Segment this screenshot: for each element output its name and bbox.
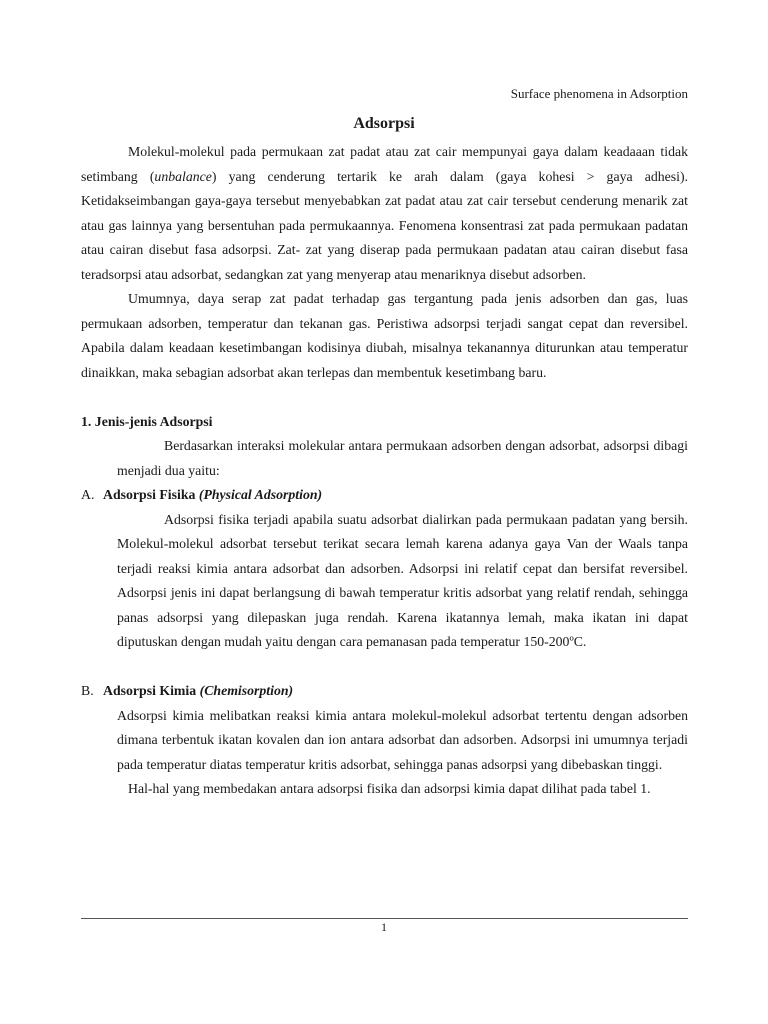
section-b-title: Adsorpsi Kimia <box>103 683 197 698</box>
section-a-marker: A. <box>81 487 95 502</box>
section-a-title-italic: (Physical Adsorption) <box>198 487 323 502</box>
footer-rule <box>81 918 688 919</box>
section-a-heading <box>81 483 688 508</box>
section-a-title: Adsorpsi Fisika <box>103 487 196 502</box>
intro-p1-after: ) yang cenderung tertarik ke arah dalam (gaya kohesi > gaya adhesi). Ketidakseimbangan gaya-gaya tersebut menyebabkan zat padat atau zat cair tersebut cenderung menarik zat atau gas lainnya yang bersentuhan pada permukaannya. Fenomena konsentrasi zat pada permukaan padatan atau cairan disebut fasa adsorpsi. Zat- zat yang diserap pada permukaan padatan atau cairan disebut fasa teradsorpsi atau adsorbat, sedangkan zat yang menyerap atau menariknya disebut adsorben. <box>81 168 688 282</box>
section-1-intro: Berdasarkan interaksi molekular antara permukaan adsorben dengan adsorbat, adsorpsi dibagi menjadi dua yaitu: <box>117 438 688 478</box>
intro-p1-italic: unbalance <box>154 168 212 184</box>
section-b-heading <box>81 679 688 704</box>
section-b-closing-text: Hal-hal yang membedakan antara adsorpsi fisika dan adsorpsi kimia dapat dilihat pada tabel 1. <box>128 781 651 796</box>
section-b-title-italic: (Chemisorption) <box>199 683 294 698</box>
running-header: Surface phenomena in Adsorption <box>510 86 688 101</box>
document-body <box>81 140 688 802</box>
section-a-body: Adsorpsi fisika terjadi apabila suatu adsorbat dialirkan pada permukaan padatan yang bersih. Molekul-molekul adsorbat tersebut terikat secara lemah karena adanya gaya Van der Waals tanpa terjadi reaksi kimia antara adsorbat dan adsorben. Adsorpsi ini relatif cepat dan bersifat reversibel. Adsorpsi jenis ini dapat berlangsung di bawah temperatur kritis adsorbat yang relatif rendah, sehingga panas adsorpsi yang dilepaskan juga rendah. Karena ikatannya lemah, maka ikatan ini dapat diputuskan dengan mudah yaitu dengan cara pemanasan pada temperatur 150-200ºC. <box>117 511 688 649</box>
page-number: 1 <box>381 920 387 934</box>
intro-p1-before: Molekul-molekul pada permukaan zat padat atau zat cair mempunyai gaya dalam keadaaan tidak setimbang ( <box>81 144 688 184</box>
spacer <box>81 655 688 680</box>
intro-paragraph-1 <box>81 140 688 287</box>
section-b-closing <box>81 777 688 802</box>
page-title: Adsorpsi <box>353 115 415 132</box>
section-b-marker: B. <box>81 683 94 698</box>
spacer <box>81 385 688 410</box>
intro-paragraph-2: Umumnya, daya serap zat padat terhadap gas tergantung pada jenis adsorben dan gas, luas permukaan adsorben, temperatur dan tekanan gas. Peristiwa adsorpsi terjadi sangat cepat dan reversibel. Apabila dalam keadaan kesetimbangan kodisinya diubah, misalnya tekanannya diturunkan atau temperatur dinaikkan, maka sebagian adsorbat akan terlepas dan membentuk kesetimbang baru. <box>81 291 688 380</box>
section-1-heading: 1. Jenis-jenis Adsorpsi <box>81 413 213 429</box>
section-b-body: Adsorpsi kimia melibatkan reaksi kimia antara molekul-molekul adsorbat tertentu dengan adsorben dimana terbentuk ikatan kovalen dan ion antara adsorbat dan adsorben. Adsorpsi ini umumnya terjadi pada temperatur diatas temperatur kritis adsorbat, sehingga panas adsorpsi yang dibebaskan tinggi. <box>117 707 688 772</box>
